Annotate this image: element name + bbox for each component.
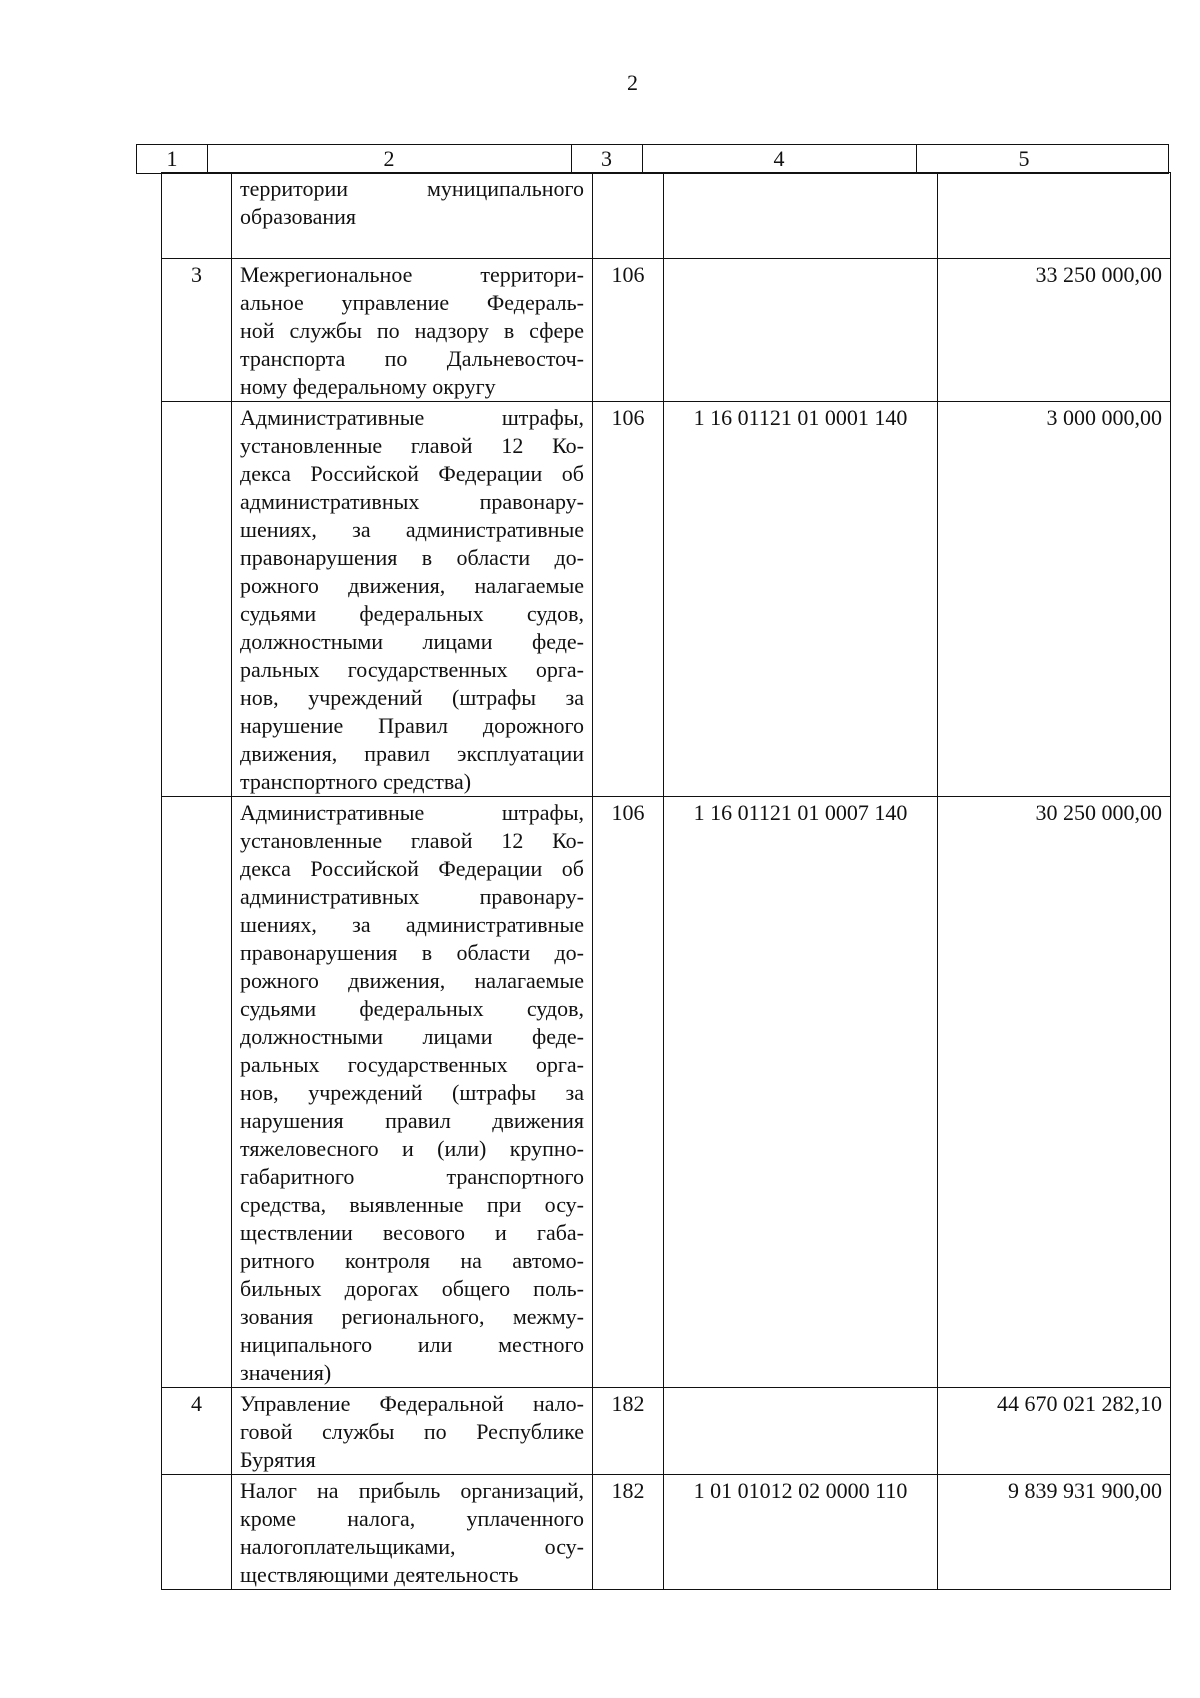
- amount-cell: 33 250 000,00: [938, 259, 1171, 402]
- row-number-cell: 3: [162, 259, 232, 402]
- description-line: тяжеловесного и (или) крупно-: [240, 1136, 584, 1161]
- header-col-1: 1: [166, 146, 178, 171]
- description-line: Бурятия: [240, 1447, 316, 1472]
- description-line: территории муниципального: [240, 176, 584, 201]
- description-line: должностными лицами феде-: [240, 1024, 584, 1049]
- description-line: рожного движения, налагаемые: [240, 573, 584, 598]
- description-line: нарушения правил движения: [240, 1108, 584, 1133]
- budget-classification-code-cell: [664, 259, 938, 402]
- header-col-5: 5: [1018, 146, 1030, 171]
- description-line: кроме налога, уплаченного: [240, 1506, 584, 1531]
- amount-cell: 9 839 931 900,00: [938, 1475, 1171, 1590]
- amount-cell: 44 670 021 282,10: [938, 1388, 1171, 1475]
- budget-classification-code-cell: 1 01 01012 02 0000 110: [664, 1475, 938, 1590]
- description-line: значения): [240, 1360, 332, 1385]
- description-line: движения, правил эксплуатации: [240, 741, 584, 766]
- page-number: 2: [627, 70, 638, 95]
- description-cell: [232, 797, 593, 1388]
- table-row: [162, 1475, 1171, 1590]
- description-line: установленные главой 12 Ко-: [240, 433, 584, 458]
- description-line: Административные штрафы,: [240, 800, 584, 825]
- admin-code-cell: 106: [593, 402, 664, 797]
- row-number-cell: [162, 402, 232, 797]
- header-col-3: 3: [601, 146, 612, 171]
- description-line: нов, учреждений (штрафы за: [240, 1080, 584, 1105]
- description-line: установленные главой 12 Ко-: [240, 828, 584, 853]
- description-line: ной службы по надзору в сфере: [240, 318, 584, 343]
- description-line: административных правонару-: [240, 489, 584, 514]
- description-line: ритного контроля на автомо-: [240, 1248, 584, 1273]
- description-line: ществляющими деятельность: [240, 1562, 519, 1587]
- description-line: образования: [240, 204, 357, 229]
- row-number-cell: [162, 173, 232, 259]
- table-row: [162, 402, 1171, 797]
- description-line: судьями федеральных судов,: [240, 996, 584, 1021]
- header-col-4: 4: [773, 146, 785, 171]
- description-line: ральных государственных орга-: [240, 1052, 584, 1077]
- description-line: транспорта по Дальневосточ-: [240, 346, 584, 371]
- description-line: декса Российской Федерации об: [240, 856, 584, 881]
- header-col-2: 2: [383, 146, 395, 171]
- row-number-cell: [162, 797, 232, 1388]
- table-row: [162, 797, 1171, 1388]
- description-line: судьями федеральных судов,: [240, 601, 584, 626]
- description-line: ральных государственных орга-: [240, 657, 584, 682]
- description-line: Межрегиональное территори-: [240, 262, 584, 287]
- description-line: шениях, за административные: [240, 912, 584, 937]
- description-cell: [232, 1475, 593, 1590]
- description-line: Управление Федеральной нало-: [240, 1391, 584, 1416]
- description-line: габаритного транспортного: [240, 1164, 584, 1189]
- description-line: транспортного средства): [240, 769, 472, 794]
- description-cell: [232, 173, 593, 259]
- description-line: ному федеральному округу: [240, 374, 496, 399]
- description-line: шениях, за административные: [240, 517, 584, 542]
- description-line: Административные штрафы,: [240, 405, 584, 430]
- description-cell: [232, 259, 593, 402]
- row-number-cell: 4: [162, 1388, 232, 1475]
- description-line: нов, учреждений (штрафы за: [240, 685, 584, 710]
- description-line: Налог на прибыль организаций,: [240, 1478, 584, 1503]
- amount-cell: [938, 173, 1171, 259]
- admin-code-cell: 182: [593, 1388, 664, 1475]
- description-line: налогоплательщиками, осу-: [240, 1534, 584, 1559]
- description-line: правонарушения в области до-: [240, 940, 584, 965]
- description-line: средства, выявленные при осу-: [240, 1192, 584, 1217]
- budget-classification-code-cell: [664, 1388, 938, 1475]
- table-row: [162, 1388, 1171, 1475]
- description-line: бильных дорогах общего поль-: [240, 1276, 584, 1301]
- column-number-header: [136, 144, 1169, 174]
- description-line: декса Российской Федерации об: [240, 461, 584, 486]
- budget-classification-code-cell: [664, 173, 938, 259]
- admin-code-cell: 106: [593, 797, 664, 1388]
- description-line: ниципального или местного: [240, 1332, 584, 1357]
- description-cell: [232, 1388, 593, 1475]
- table-row: [162, 259, 1171, 402]
- description-line: ществлении весового и габа-: [240, 1220, 584, 1245]
- description-line: зования регионального, межму-: [240, 1304, 584, 1329]
- amount-cell: 30 250 000,00: [938, 797, 1171, 1388]
- description-line: альное управление Федераль-: [240, 290, 584, 315]
- description-line: нарушение Правил дорожного: [240, 713, 584, 738]
- description-line: правонарушения в области до-: [240, 545, 584, 570]
- description-line: говой службы по Республике: [240, 1419, 584, 1444]
- description-cell: [232, 402, 593, 797]
- admin-code-cell: 106: [593, 259, 664, 402]
- budget-classification-code-cell: 1 16 01121 01 0001 140: [664, 402, 938, 797]
- table-row: [162, 173, 1171, 259]
- admin-code-cell: [593, 173, 664, 259]
- amount-cell: 3 000 000,00: [938, 402, 1171, 797]
- budget-classification-code-cell: 1 16 01121 01 0007 140: [664, 797, 938, 1388]
- revenue-table: [161, 172, 1171, 1590]
- description-line: административных правонару-: [240, 884, 584, 909]
- row-number-cell: [162, 1475, 232, 1590]
- admin-code-cell: 182: [593, 1475, 664, 1590]
- description-line: должностными лицами феде-: [240, 629, 584, 654]
- description-line: рожного движения, налагаемые: [240, 968, 584, 993]
